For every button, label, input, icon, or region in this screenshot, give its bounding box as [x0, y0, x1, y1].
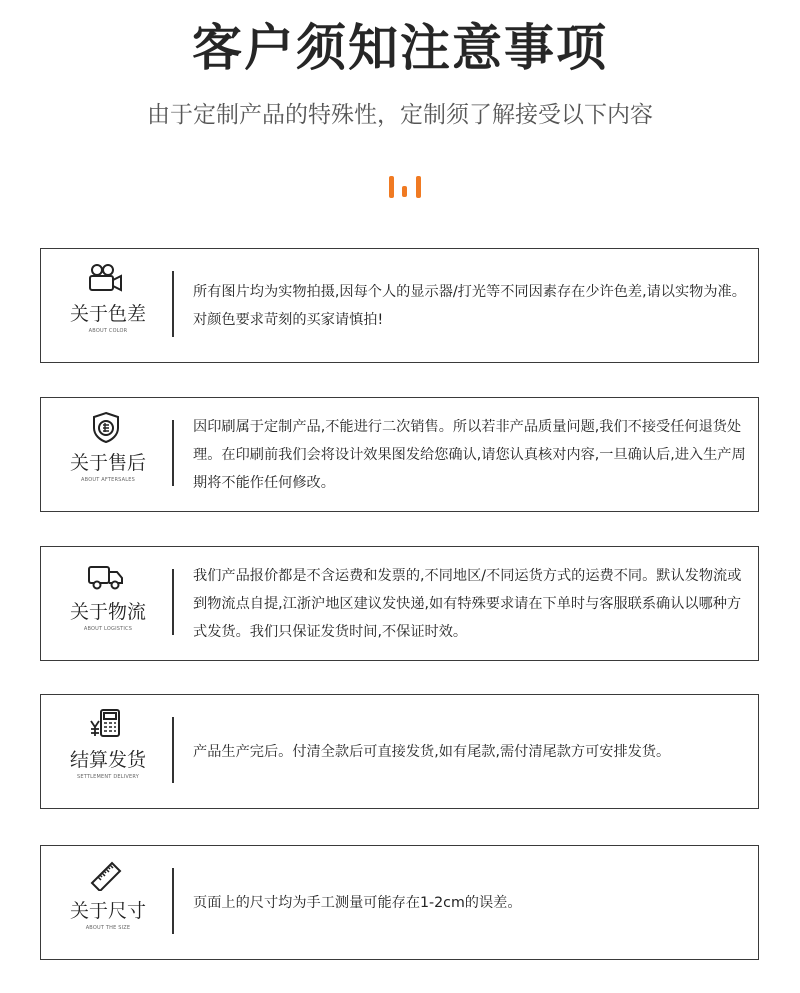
camera-icon: [86, 262, 126, 294]
notice-subtitle: SETTLEMENT DELIVERY: [76, 774, 139, 780]
notice-card-size: [40, 845, 759, 960]
notice-subtitle: ABOUT AFTERSALES: [81, 477, 135, 483]
ruler-icon: [86, 859, 126, 891]
divider: [172, 420, 174, 486]
divider: [172, 717, 174, 783]
notice-card-color: [40, 248, 759, 363]
notice-text: 所有图片均为实物拍摄,因每个人的显示器/打光等不同因素存在少许色差,请以实物为准。对颜色要求苛刻的买家请慎拍!: [193, 283, 746, 328]
truck-icon: [86, 560, 126, 592]
notice-text: 页面上的尺寸均为手工测量可能存在1-2cm的误差。: [193, 894, 522, 911]
divider: [172, 271, 174, 337]
notice-text: 因印刷属于定制产品,不能进行二次销售。所以若非产品质量问题,我们不接受任何退货处理。在印刷前我们会将设计效果图发给您确认,请您认真核对内容,一旦确认后,进入生产周期将不能作任何修改。: [193, 418, 746, 491]
notice-title: 关于售后: [69, 452, 146, 474]
notice-card-settlement: [40, 694, 759, 809]
notice-subtitle: ABOUT COLOR: [88, 328, 128, 334]
divider: [172, 569, 174, 635]
notice-title: 结算发货: [69, 749, 146, 771]
notice-card-aftersales: [40, 397, 759, 512]
page-title: 客户须知注意事项: [192, 19, 608, 77]
shield-icon: [86, 411, 126, 443]
notice-title: 关于物流: [69, 601, 146, 623]
calculator-icon: [86, 708, 126, 740]
notice-card-logistics: [40, 546, 759, 661]
notice-subtitle: ABOUT THE SIZE: [85, 925, 131, 931]
notice-title: 关于尺寸: [69, 900, 146, 922]
notice-text: 产品生产完后。付清全款后可直接发货,如有尾款,需付清尾款方可安排发货。: [193, 743, 671, 760]
page-subtitle: 由于定制产品的特殊性，定制须了解接受以下内容: [147, 102, 653, 128]
notice-title: 关于色差: [69, 303, 146, 325]
decorative-bars-icon: [385, 172, 425, 200]
notice-subtitle: ABOUT LOGISTICS: [83, 626, 133, 632]
notice-text: 我们产品报价都是不含运费和发票的,不同地区/不同运货方式的运费不同。默认发物流或到物流点自提,江浙沪地区建议发快递,如有特殊要求请在下单时与客服联系确认以哪种方式发货。我们只保证发货时间,不保证时效。: [193, 567, 742, 640]
divider: [172, 868, 174, 934]
